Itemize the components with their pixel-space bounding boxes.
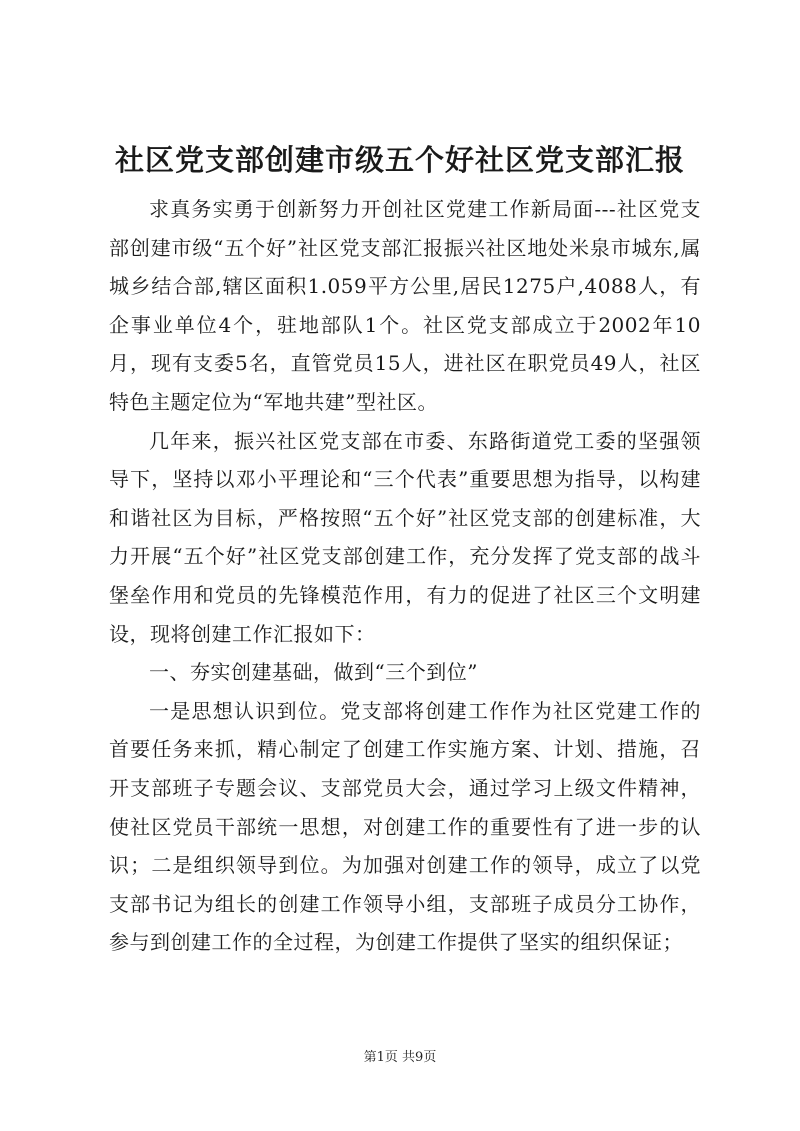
paragraph-intro: 求真务实勇于创新努力开创社区党建工作新局面---社区党支部创建市级“五个好”社区党支部汇报振兴社区地处米泉市城东,属城乡结合部,辖区面积1.059平方公里,居民1275户,4088人，有企事业单位4个，驻地部队1个。社区党支部成立于2002年10月，现有支委5名，直管党员15人，进社区在职党员49人，社区特色主题定位为“军地共建”型社区。 <box>109 197 701 414</box>
paragraph-overview: 几年来，振兴社区党支部在市委、东路街道党工委的坚强领导下，坚持以邓小平理论和“三个代表”重要思想为指导，以构建和谐社区为目标，严格按照“五个好”社区党支部的创建标准，大力开展“五个好”社区党支部创建工作，充分发挥了党支部的战斗堡垒作用和党员的先锋模范作用，有力的促进了社区三个文明建设，现将创建工作汇报如下： <box>109 428 701 646</box>
page-number-footer: 第1页 共9页 <box>363 1050 437 1065</box>
document-title: 社区党支部创建市级五个好社区党支部汇报 <box>114 143 685 177</box>
document-body <box>109 190 701 962</box>
section-heading-1: 一、夯实创建基础，做到“三个到位” <box>149 660 478 685</box>
paragraph-section-1: 一是思想认识到位。党支部将创建工作作为社区党建工作的首要任务来抓，精心制定了创建工作实施方案、计划、措施，召开支部班子专题会议、支部党员大会，通过学习上级文件精神，使社区党员干部统一思想，对创建工作的重要性有了进一步的认识；二是组织领导到位。为加强对创建工作的领导，成立了以党支部书记为组长的创建工作领导小组，支部班子成员分工协作，参与到创建工作的全过程，为创建工作提供了坚实的组织保证； <box>109 698 701 955</box>
